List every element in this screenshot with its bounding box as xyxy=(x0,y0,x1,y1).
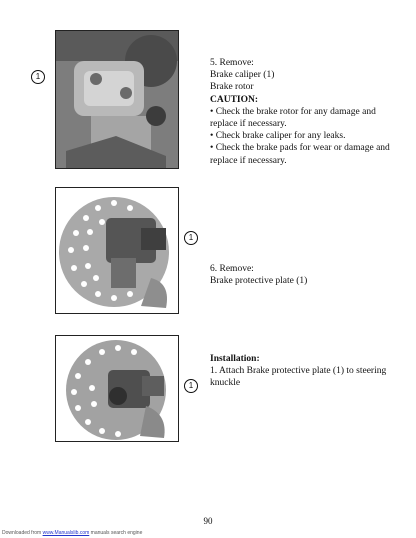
footer-suffix: manuals search engine xyxy=(89,530,143,536)
callout-marker: 1 xyxy=(31,70,45,84)
download-footer xyxy=(2,530,142,536)
callout-marker: 1 xyxy=(184,231,198,245)
step-heading: 6. Remove: xyxy=(210,264,254,274)
footer-prefix: Downloaded from xyxy=(2,530,43,536)
installation-photo xyxy=(55,335,179,442)
remove-caliper-text xyxy=(210,57,390,167)
remove-item: Brake rotor xyxy=(210,82,254,93)
remove-item: Brake protective plate (1) xyxy=(210,276,308,287)
step-heading: 5. Remove: xyxy=(210,58,254,68)
caution-item: • Check the brake pads for wear or damage and replace if necessary. xyxy=(210,143,390,166)
caution-item: • Check brake caliper for any leaks. xyxy=(210,131,346,142)
caution-item: • Check the brake rotor for any damage and replace if necessary. xyxy=(210,106,376,130)
brake-protective-plate-photo xyxy=(55,187,179,314)
remove-item: Brake caliper (1) xyxy=(210,70,275,81)
page-number: 90 xyxy=(203,516,213,526)
installation-text xyxy=(210,353,390,390)
installation-step: 1. Attach Brake protective plate (1) to steering knuckle xyxy=(210,366,387,389)
manualslib-link[interactable]: www.Manualslib.com xyxy=(42,530,90,536)
brake-caliper-photo xyxy=(55,30,179,169)
installation-heading: Installation: xyxy=(210,354,260,364)
callout-marker: 1 xyxy=(184,379,198,393)
remove-plate-text xyxy=(210,263,390,287)
caution-label: CAUTION: xyxy=(210,94,259,105)
